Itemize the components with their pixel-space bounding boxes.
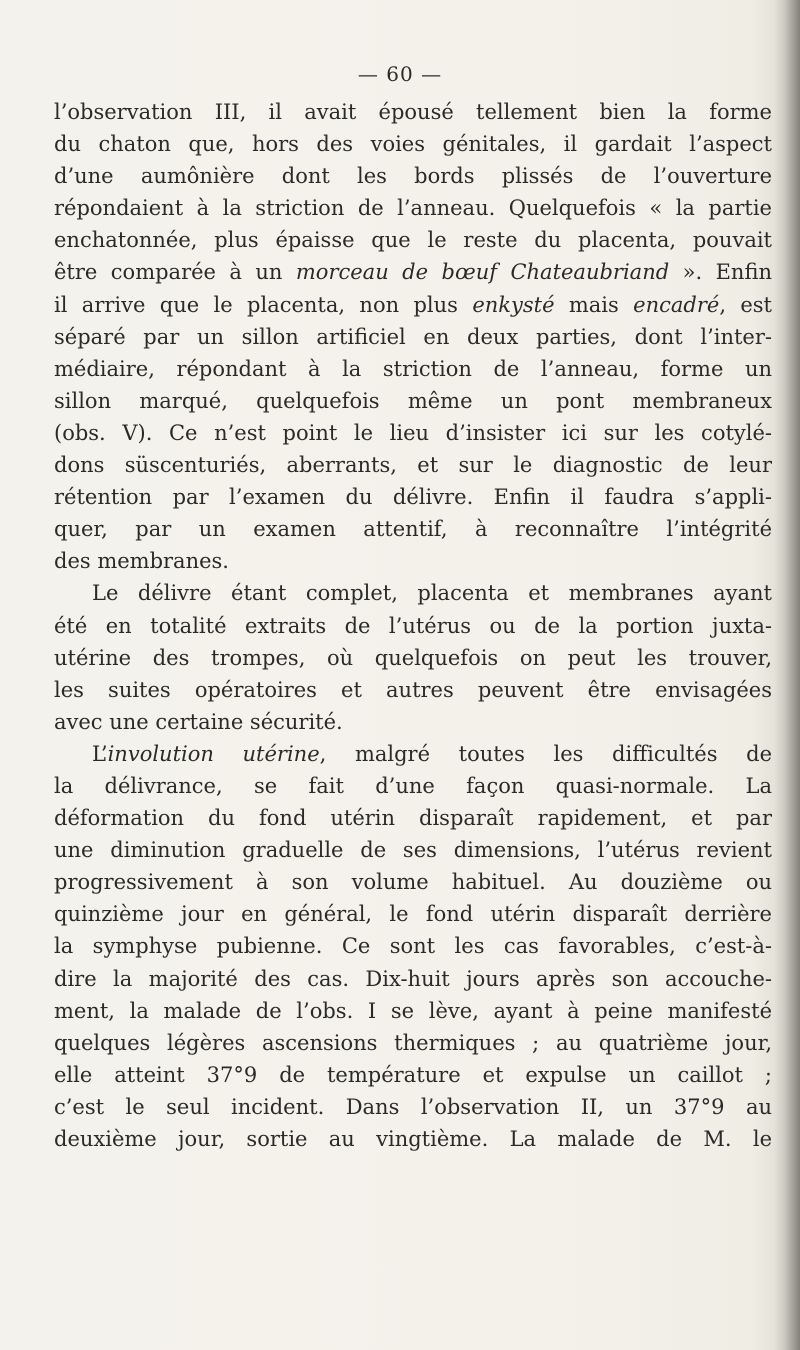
text-line: déformation du fond utérin disparaît rapidement, et par	[54, 806, 772, 831]
text-line: d’une aumônière dont les bords plissés de l’ouverture	[54, 164, 772, 189]
text-line: dire la majorité des cas. Dix-huit jours après son accouche-	[54, 966, 772, 991]
text-line: rétention par l’examen du délivre. Enfin il faudra s’appli-	[54, 485, 772, 510]
text-line: une diminution graduelle de ses dimensions, l’utérus revient	[54, 838, 772, 863]
text-line: l’observation III, il avait épousé tellement bien la forme	[54, 100, 772, 124]
text-line: répondaient à la striction de l’anneau. Quelquefois « la partie	[54, 196, 772, 221]
text-line: médiaire, répondant à la striction de l’anneau, forme un	[54, 356, 772, 381]
text-line: quelques légères ascensions thermiques ; au quatrième jour,	[54, 1030, 772, 1055]
text-line: la symphyse pubienne. Ce sont les cas favorables, c’est-à-	[54, 934, 772, 959]
italic-phrase: morceau de bœuf Chateaubriand	[295, 260, 670, 285]
italic-phrase: involution utérine	[107, 741, 320, 766]
text-line: été en totalité extraits de l’utérus ou de la portion juxta-	[54, 613, 772, 638]
text-line: il arrive que le placenta, non plus enkysté mais encadré, est	[54, 292, 772, 317]
text-line: c’est le seul incident. Dans l’observation II, un 37°9 au	[54, 1094, 772, 1119]
text-line: être comparée à un morceau de bœuf Chateaubriand ». Enfin	[54, 260, 772, 285]
body-text	[54, 96, 772, 1155]
text-line: quinzième jour en général, le fond utérin disparaît derrière	[54, 902, 772, 927]
paragraph-start-line: L’involution utérine, malgré toutes les difficultés de	[92, 741, 772, 766]
text-line: sillon marqué, quelquefois même un pont membraneux	[54, 388, 772, 413]
text-line: la délivrance, se fait d’une façon quasi-normale. La	[54, 773, 772, 798]
page-edge-shadow	[774, 0, 800, 1350]
text-line: séparé par un sillon artificiel en deux parties, dont l’inter-	[54, 324, 772, 349]
text-line: enchatonnée, plus épaisse que le reste du placenta, pouvait	[54, 228, 772, 253]
text-line: avec une certaine sécurité.	[54, 709, 343, 734]
text-line: elle atteint 37°9 de température et expulse un caillot ;	[54, 1062, 772, 1087]
text-line: des membranes.	[54, 549, 229, 574]
text-line: (obs. V). Ce n’est point le lieu d’insister ici sur les cotylé-	[54, 420, 772, 445]
text-line: progressivement à son volume habituel. Au douzième ou	[54, 870, 772, 895]
italic-word: enkysté	[472, 292, 555, 317]
text-line: du chaton que, hors des voies génitales, il gardait l’aspect	[54, 132, 772, 157]
text-line: ment, la malade de l’obs. I se lève, ayant à peine manifesté	[54, 998, 772, 1023]
paragraph-start-line: Le délivre étant complet, placenta et membranes ayant	[92, 581, 772, 606]
text-line: quer, par un examen attentif, à reconnaître l’intégrité	[54, 517, 772, 542]
text-line: utérine des trompes, où quelquefois on peut les trouver,	[54, 645, 772, 670]
italic-word: encadré	[633, 292, 720, 317]
text-line: deuxième jour, sortie au vingtième. La malade de M. le	[54, 1127, 772, 1151]
text-line: dons süscenturiés, aberrants, et sur le diagnostic de leur	[54, 453, 772, 478]
page-number: — 60 —	[357, 62, 443, 86]
text-line: les suites opératoires et autres peuvent être envisagées	[54, 677, 772, 702]
